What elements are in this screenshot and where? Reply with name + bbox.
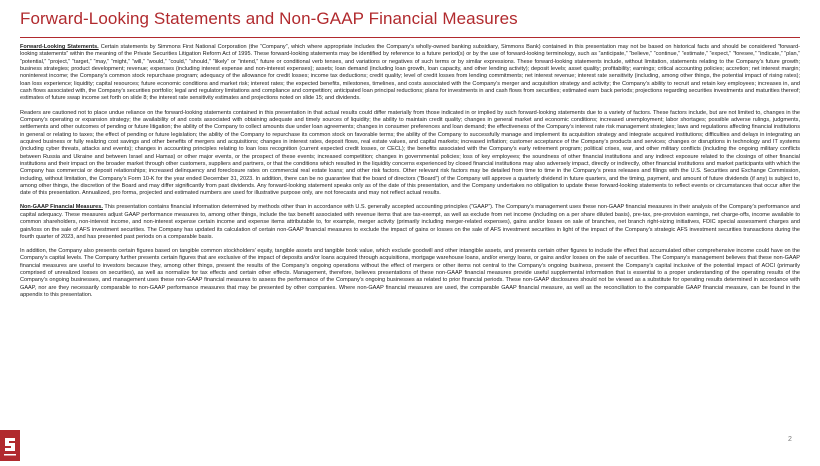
risk-factors-paragraph: [20, 110, 800, 198]
title-divider: [20, 37, 800, 38]
paragraph-lead: Non-GAAP Financial Measures.: [20, 204, 103, 211]
page-title: Forward-Looking Statements and Non-GAAP Financial Measures: [20, 9, 518, 28]
paragraph-text: This presentation contains financial information determined by methods other than in accordance with U.S. generally accepted accounting principles (“GAAP”). The Company’s management uses these non-GAAP financial measures in their analysis of the Company’s performance and capital adequacy. These measures adjust GAAP performance measures to, among other things, include the tax benefit associated with revenue items that are tax-exempt, as well as exclude from net income (including on a per share diluted basis), pre-tax, pre-provision earnings, net charge-offs, income available to common shareholders, non-interest income, and non-interest expense certain income and expense items attributable to, for example, merger activity (primarily including merger-related expenses), gains and/or losses on sale of branches, net branch right-sizing initiatives, FDIC special assessment charges and gain/loss on the sale of AFS investment securities. The Company has updated its calculation of certain non-GAAP financial measures to exclude the impact of gains or losses on the sale of AFS investment securities in light of the impact of the Company’s strategic AFS investment securities transactions during the fourth quarter of 2023, and has presented past periods on a comparable basis.: [20, 204, 800, 240]
non-gaap-paragraph: [20, 204, 800, 241]
paragraph-lead: Forward-Looking Statements.: [20, 44, 99, 50]
disclaimer-body: [20, 44, 800, 306]
page-number: 2: [788, 436, 792, 443]
paragraph-text: Readers are cautioned not to place undue reliance on the forward-looking statements contained in this presentation in that actual results could differ materially from those indicated in or implied by such forward-looking statements due to a variety of factors. These factors include, but are not limited to, changes in the Company’s operating or expansion strategy; the availability of and costs associated with obtaining adequate and timely sources of liquidity; the ability to maintain credit quality; changes in general market and economic conditions; increased unemployment; labor shortages; possible adverse rulings, judgments, settlements and other outcomes of pending or future litigation; the ability of the Company to collect amounts due under loan agreements; changes in consumer preferences and loan demand; the effectiveness of the Company’s interest rate risk management strategies; laws and regulations affecting financial institutions in general or relating to taxes; the effect of pending or future legislation; the ability of the Company to repurchase its common stock on favorable terms; the ability of the Company to successfully manage and implement its acquisition strategy and integrate acquired institutions; difficulties and delays in integrating an acquired business or fully realizing cost savings and other benefits of mergers and acquisitions; changes in interest rates, deposit flows, real estate values, and capital markets; increased inflation; customer acceptance of the Company’s products and services; changes or disruptions in technology and IT systems (including cyber threats, attacks and events); changes in accounting principles relating to loan loss recognition (current expected credit losses, or CECL); the benefits associated with the Company’s early retirement program; political crises, war, and other military conflicts (including the ongoing military conflicts between Russia and Ukraine and between Israel and Hamas) or other major events, or the prospect of these events; increased competition; changes in governmental policies; loss of key employees; the soundness of other financial institutions and any indirect exposure related to the closings of other financial institutions and their impact on the broader market through other customers, suppliers and partners, or that the conditions which resulted in the liquidity concerns experienced by closed financial institutions may also adversely impact, directly or indirectly, other financial institutions and market participants with which the Company has commercial or deposit relationships; increased delinquency and foreclosure rates on commercial real estate loans; and other risk factors. Other relevant risk factors may be detailed from time to time in the Company’s press releases and filings with the U.S. Securities and Exchange Commission, including, without limitation, the Company’s Form 10-K for the year ended December 31, 2023. In addition, there can be no guarantee that the board of directors (“Board”) of the Company will approve a quarterly dividend in future quarters, and the timing, payment, and amount of future dividends (if any) is subject to, among other things, the discretion of the Board and may differ significantly from past dividends. Any forward-looking statement speaks only as of the date of this presentation, and the Company undertakes no obligation to update these forward-looking statements to reflect events or circumstances that occur after the date of this presentation. Annualized, pro forma, projected and estimated numbers are used for illustrative purpose only, are not forecasts and may not reflect actual results.: [20, 109, 800, 197]
paragraph-text: In addition, the Company also presents certain figures based on tangible common stockholders’ equity, tangible assets and tangible book value, which exclude goodwill and other intangible assets, and presents certain other figures to include the effect that accumulated other comprehensive income could have on the Company’s capital levels. The Company further presents certain figures that are exclusive of the impact of deposits and/or loans acquired through acquisitions, mortgage warehouse loans, and/or energy loans, or gains and/or losses on the sale of securities. The Company’s management believes that these non-GAAP financial measures are useful to investors because they, among other things, present the results of the Company’s ongoing operations without the effect of mergers or other items not central to the Company’s ongoing business, present the Company’s capital inclusive of the potential impact of AOCI (primarily comprised of unrealized losses on securities), as well as normalize for tax effects and certain other effects. Management, therefore, believes presentations of these non-GAAP financial measures provide useful supplemental information that is essential to a proper understanding of the operating results of the Company’s ongoing businesses, and management uses these non-GAAP financial measures to assess the performance of the Company’s ongoing businesses as related to prior financial periods. These non-GAAP disclosures should not be viewed as a substitute for operating results determined in accordance with GAAP, nor are they necessarily comparable to non-GAAP performance measures that may be presented by other companies. Where non-GAAP financial measures are used, the comparable GAAP financial measure, as well as the reconciliation to the comparable GAAP financial measure, can be found in the appendix to this presentation.: [20, 247, 800, 299]
logo-mark-icon: [0, 430, 20, 461]
paragraph-text: Certain statements by Simmons First National Corporation (the “Company”, which where appropriate includes the Company’s wholly-owned banking subsidiary, Simmons Bank) contained in this presentation may not be based on historical facts and should be considered “forward-looking statements” within the meaning of the Private Securities Litigation Reform Act of 1995. These forward-looking statements may be identified by reference to a future period(s) or by the use of forward-looking terminology, such as “anticipate,” “believe,” “continue,” “estimate,” “expect,” “foresee,” “indicate,” “plan,” “potential,” “project,” “target,” “may,” “might,” “will,” “would,” “could,” “should,” “likely” or “intend,” future or conditional verb tenses, and variations or negatives of such terms or by similar expressions. These forward-looking statements include, without limitation, statements relating to the Company’s future growth; business strategies; product development; revenue; expenses (including interest expense and non-interest expenses); assets; loan demand (including loan growth, loan capacity, and other lending activity); deposit levels; asset quality; profitability; earnings; critical accounting policies; accretion; net interest margin; noninterest income; the Company’s common stock repurchase program; adequacy of the allowance for credit losses; income tax deductions; credit quality; level of credit losses from lending commitments; net interest revenue; interest rate sensitivity (including, among other things, the potential impact of rising rates); loan loss experience; liquidity; capital resources; future economic conditions and market risk; interest rates; the expected benefits, milestones, timelines, and costs associated with the Company’s merger and acquisition strategy and activity; the Company’s ability to recruit and retain key employees; increases in, and cash flows associated with, the Company’s securities portfolio; legal and regulatory limitations and compliance and competition; anticipated loan principal reductions; plans for investments in and cash flows from securities; estimated earn back periods; projections regarding securities investments and maturities thereof; estimates of future swap income set forth on slide 8; the interest rate sensitivity estimates and projections noted on slide 15; and dividends.: [20, 44, 801, 102]
forward-looking-paragraph: [20, 44, 800, 103]
non-gaap-detail-paragraph: [20, 248, 800, 299]
company-logo-icon: [0, 430, 20, 461]
